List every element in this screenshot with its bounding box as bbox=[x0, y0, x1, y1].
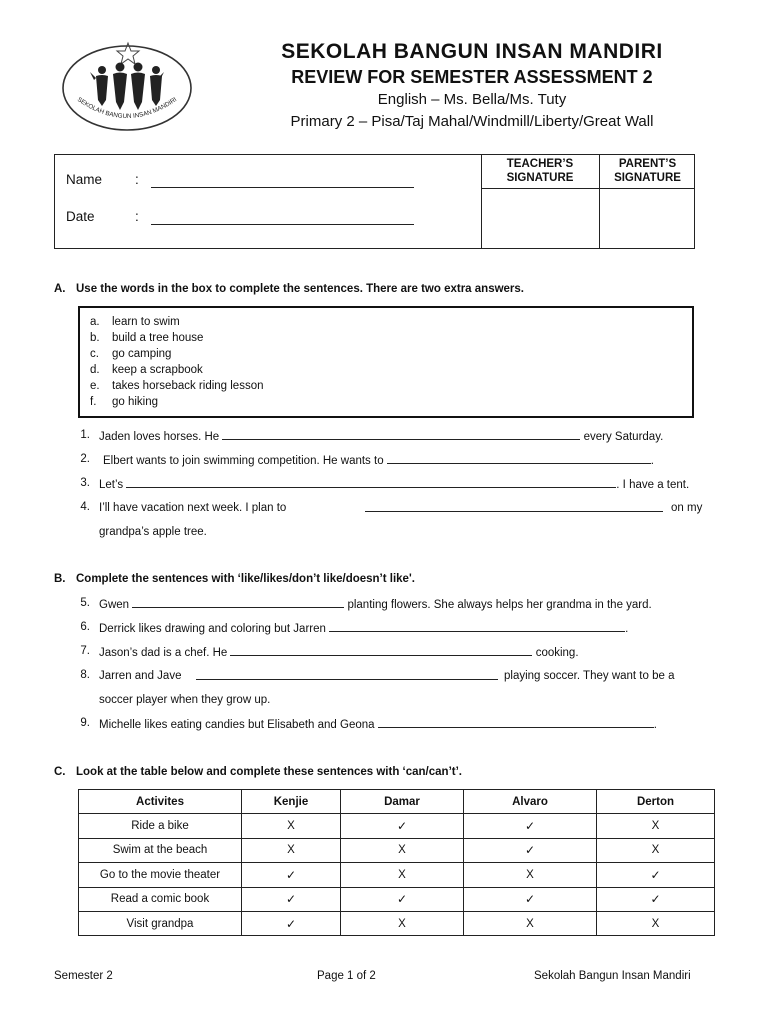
mark-cell: ✓ bbox=[242, 911, 341, 935]
date-field[interactable] bbox=[151, 224, 414, 225]
mark-cell: X bbox=[242, 838, 341, 862]
option-item: f. go hiking bbox=[90, 396, 159, 408]
mark-cell: ✓ bbox=[242, 887, 341, 911]
date-label: Date bbox=[66, 209, 95, 224]
question-8: Jarren and Jave bbox=[99, 670, 182, 682]
activity-cell: Visit grandpa bbox=[79, 911, 242, 935]
student-info-table: TEACHER’S SIGNATURE PARENT’S SIGNATURE Name : Date : bbox=[54, 154, 695, 249]
answer-blank-5[interactable] bbox=[132, 597, 344, 608]
option-item: a. learn to swim bbox=[90, 316, 180, 328]
column-header: Alvaro bbox=[464, 790, 597, 814]
parent-signature-header: PARENT’S SIGNATURE bbox=[614, 158, 681, 184]
mark-cell: X bbox=[597, 911, 715, 935]
teacher-signature-header: TEACHER’S SIGNATURE bbox=[506, 158, 574, 184]
mark-cell: ✓ bbox=[341, 814, 464, 838]
subject-line: English – Ms. Bella/Ms. Tuty bbox=[377, 91, 567, 108]
classes-line: Primary 2 – Pisa/Taj Mahal/Windmill/Liberty/Great Wall bbox=[290, 113, 654, 130]
question-4: I’ll have vacation next week. I plan to bbox=[99, 502, 287, 514]
table-row bbox=[79, 887, 715, 911]
logo-caption: SEKOLAH BANGUN INSAN MANDIRI bbox=[75, 96, 179, 121]
question-5: Gwen planting flowers. She always helps her grandma in the yard. bbox=[99, 599, 652, 611]
mark-cell: X bbox=[464, 911, 597, 935]
answer-blank-1[interactable] bbox=[222, 429, 580, 440]
word-box bbox=[78, 306, 694, 418]
footer-semester: Semester 2 bbox=[54, 970, 113, 982]
answer-blank-4[interactable] bbox=[365, 511, 663, 512]
activity-cell: Ride a bike bbox=[79, 814, 242, 838]
question-4-continued: grandpa’s apple tree. bbox=[99, 526, 207, 538]
answer-blank-9[interactable] bbox=[378, 717, 654, 728]
question-1: Jaden loves horses. He every Saturday. bbox=[99, 431, 664, 443]
option-item: e. takes horseback riding lesson bbox=[90, 380, 264, 392]
column-header: Damar bbox=[341, 790, 464, 814]
mark-cell: ✓ bbox=[597, 887, 715, 911]
parent-signature-field[interactable] bbox=[600, 189, 694, 247]
question-3: Let’s . I have a tent. bbox=[99, 479, 690, 491]
column-header: Activites bbox=[79, 790, 242, 814]
mark-cell: ✓ bbox=[341, 887, 464, 911]
table-row bbox=[79, 814, 715, 838]
option-item: c. go camping bbox=[90, 348, 172, 360]
mark-cell: X bbox=[464, 863, 597, 887]
teacher-signature-field[interactable] bbox=[482, 189, 598, 247]
column-header: Derton bbox=[597, 790, 715, 814]
mark-cell: X bbox=[597, 838, 715, 862]
column-header: Kenjie bbox=[242, 790, 341, 814]
question-2: Elbert wants to join swimming competition. He wants to . bbox=[103, 455, 654, 467]
answer-blank-6[interactable] bbox=[329, 621, 625, 632]
mark-cell: ✓ bbox=[464, 887, 597, 911]
activity-cell: Swim at the beach bbox=[79, 838, 242, 862]
table-row bbox=[79, 838, 715, 862]
activity-cell: Read a comic book bbox=[79, 887, 242, 911]
answer-blank-3[interactable] bbox=[126, 477, 616, 488]
option-item: d. keep a scrapbook bbox=[90, 364, 203, 376]
answer-blank-7[interactable] bbox=[230, 645, 532, 656]
page-title: REVIEW FOR SEMESTER ASSESSMENT 2 bbox=[291, 67, 653, 87]
mark-cell: X bbox=[341, 911, 464, 935]
mark-cell: ✓ bbox=[597, 863, 715, 887]
section-b-instruction: B. Complete the sentences with ‘like/likes/don’t like/doesn’t like'. bbox=[54, 573, 415, 585]
activity-table bbox=[78, 789, 715, 936]
section-a-instruction: A. Use the words in the box to complete the sentences. There are two extra answers. bbox=[54, 283, 524, 295]
name-field[interactable] bbox=[151, 187, 414, 188]
school-logo bbox=[60, 40, 194, 134]
table-row bbox=[79, 911, 715, 935]
option-item: b. build a tree house bbox=[90, 332, 204, 344]
mark-cell: ✓ bbox=[464, 838, 597, 862]
mark-cell: ✓ bbox=[464, 814, 597, 838]
question-9: Michelle likes eating candies but Elisabeth and Geona . bbox=[99, 719, 657, 731]
activity-cell: Go to the movie theater bbox=[79, 863, 242, 887]
table-row bbox=[79, 863, 715, 887]
mark-cell: X bbox=[341, 863, 464, 887]
table-header-row bbox=[79, 790, 715, 814]
footer-school: Sekolah Bangun Insan Mandiri bbox=[534, 970, 691, 982]
question-8-continued: soccer player when they grow up. bbox=[99, 694, 271, 706]
mark-cell: X bbox=[341, 838, 464, 862]
footer-page-number: Page 1 of 2 bbox=[317, 970, 376, 982]
answer-blank-8[interactable] bbox=[196, 679, 498, 680]
section-c-instruction: C. Look at the table below and complete these sentences with ‘can/can’t’. bbox=[54, 766, 462, 778]
mark-cell: X bbox=[597, 814, 715, 838]
mark-cell: ✓ bbox=[242, 863, 341, 887]
name-label: Name bbox=[66, 172, 103, 187]
answer-blank-2[interactable] bbox=[387, 453, 651, 464]
question-7: Jason’s dad is a chef. He cooking. bbox=[99, 647, 579, 659]
question-6: Derrick likes drawing and coloring but Jarren . bbox=[99, 623, 629, 635]
school-name: SEKOLAH BANGUN INSAN MANDIRI bbox=[281, 40, 663, 63]
mark-cell: X bbox=[242, 814, 341, 838]
